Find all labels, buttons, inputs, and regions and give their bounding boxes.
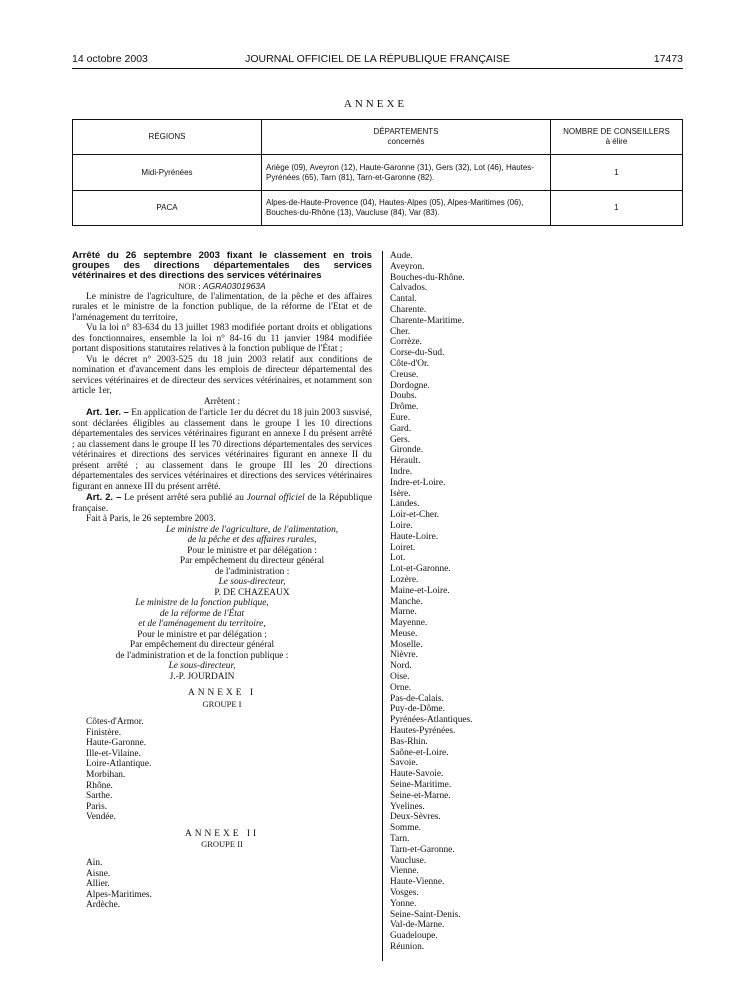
list-item: Indre-et-Loire. bbox=[390, 477, 446, 488]
table-header-row bbox=[73, 120, 683, 155]
list-item: Loire-Atlantique. bbox=[86, 759, 152, 770]
annexe-heading: ANNEXE bbox=[343, 98, 408, 110]
list-item: Indre. bbox=[390, 466, 413, 477]
list-item: Gironde. bbox=[390, 445, 424, 456]
issue-date: 14 octobre 2003 bbox=[72, 53, 148, 65]
groupe-1-heading: GROUPE I bbox=[202, 698, 242, 709]
list-item: Vienne. bbox=[390, 866, 419, 877]
list-item: Drôme. bbox=[390, 402, 419, 413]
list-item: Finistère. bbox=[86, 727, 122, 738]
list-item: Nièvre. bbox=[390, 650, 418, 661]
cell-nombre: 1 bbox=[551, 191, 683, 226]
article-2: Art. 2. – Le présent arrêté sera publié au Journal officiel de la République française. bbox=[72, 491, 372, 514]
list-item: Doubs. bbox=[390, 391, 417, 402]
list-item: Haute-Loire. bbox=[390, 531, 439, 542]
list-item: Bouches-du-Rhône. bbox=[390, 272, 465, 283]
list-item: Côte-d'Or. bbox=[390, 358, 429, 369]
cell-nombre: 1 bbox=[551, 155, 683, 191]
col-header-nombre: NOMBRE DE CONSEILLERS à élire bbox=[551, 120, 683, 155]
visa-paragraph: Vu la loi n° 83-634 du 13 juillet 1983 modifiée portant droits et obligations des fonctionnaires, ensemble la loi n° 84-16 du 11 janvier 1984 modifiée portant dispositions statutaires relatives à la fonction publique de l'État ; bbox=[72, 323, 372, 354]
column-divider bbox=[382, 251, 383, 961]
list-item: Morbihan. bbox=[86, 769, 126, 780]
list-item: Ille-et-Vilaine. bbox=[86, 748, 141, 759]
page-number: 17473 bbox=[653, 53, 683, 65]
list-item: Yonne. bbox=[390, 898, 417, 909]
list-item: Vosges. bbox=[390, 888, 419, 899]
list-item: Val-de-Marne. bbox=[390, 920, 445, 931]
list-item: Allier. bbox=[86, 879, 110, 890]
list-item: Puy-de-Dôme. bbox=[390, 704, 445, 715]
list-item: Calvados. bbox=[390, 283, 428, 294]
list-item: Haute-Savoie. bbox=[390, 769, 444, 780]
fait-line: Fait à Paris, le 26 septembre 2003. bbox=[86, 514, 216, 524]
list-item: Tarn. bbox=[390, 834, 410, 845]
regions-table bbox=[72, 119, 683, 226]
list-item: Orne. bbox=[390, 682, 412, 693]
list-item: Marne. bbox=[390, 607, 417, 618]
list-item: Maine-et-Loire. bbox=[390, 585, 450, 596]
list-item: Sarthe. bbox=[86, 791, 113, 802]
list-item: Côtes-d'Armor. bbox=[86, 717, 144, 727]
list-item: Cantal. bbox=[390, 294, 417, 305]
annexe-2-heading: ANNEXE II bbox=[184, 828, 260, 839]
col-header-departements: DÉPARTEMENTS concernés bbox=[262, 120, 551, 155]
list-item: Seine-Maritime. bbox=[390, 780, 452, 791]
col-header-regions: RÉGIONS bbox=[73, 120, 262, 155]
list-item: Ain. bbox=[86, 857, 103, 868]
list-item: Savoie. bbox=[390, 758, 418, 769]
journal-title: JOURNAL OFFICIEL DE LA RÉPUBLIQUE FRANÇAISE bbox=[245, 53, 510, 65]
list-item: Cher. bbox=[390, 326, 411, 337]
list-item: Aisne. bbox=[86, 868, 111, 879]
header-rule bbox=[72, 68, 683, 69]
list-item: Nord. bbox=[390, 661, 412, 672]
list-item: Tarn-et-Garonne. bbox=[390, 844, 455, 855]
list-item: Meuse. bbox=[390, 628, 418, 639]
list-item: Oise. bbox=[390, 672, 410, 683]
cell-region: PACA bbox=[73, 191, 262, 226]
cell-departements: Ariège (09), Aveyron (12), Haute-Garonne (31), Gers (32), Lot (46), Hautes-Pyrénées (65), Tarn (81), Tarn-et-Garonne (82). bbox=[262, 155, 551, 191]
signatory-name: P. DE CHAZEAUX bbox=[214, 587, 290, 598]
list-item: Paris. bbox=[86, 801, 108, 812]
list-item: Charente. bbox=[390, 304, 427, 315]
signature-block-fonction-publique: Le ministre de la fonction publique, de la réforme de l'État et de l'aménagement du territoire, Pour le ministre et par délégation : Par empêchement du directeur général de l'administration et de la fonction publique : Le sous-directeur, J.-P. JOURDAIN bbox=[72, 598, 372, 682]
list-item: Deux-Sèvres. bbox=[390, 812, 441, 823]
list-item: Gard. bbox=[390, 423, 412, 434]
annexe-1-heading: ANNEXE I bbox=[187, 688, 256, 698]
list-item: Yvelines. bbox=[390, 801, 425, 812]
list-item: Bas-Rhin. bbox=[390, 736, 428, 747]
article-1: Art. 1er. – En application de l'article 1er du décret du 18 juin 2003 susvisé, sont déclarées éligibles au classement dans le groupe I les 10 directions départementales des services vétérinaires figurant en annexe I du présent arrêté ; au classement dans le groupe II les 70 directions départementales des services vétérinaires et directions des services vétérinaires figurant en annexe II du présent arrêté ; au classement dans le groupe III les 20 directions départementales des services vétérinaires et directions des services vétérinaires figurant en annexe III du présent arrêté. bbox=[72, 406, 372, 492]
list-item: Eure. bbox=[390, 412, 411, 423]
list-item: Corrèze. bbox=[390, 337, 423, 348]
list-item: Seine-et-Marne. bbox=[390, 790, 451, 801]
list-item: Réunion. bbox=[390, 942, 425, 952]
list-item: Pyrénées-Atlantiques. bbox=[390, 715, 473, 726]
list-item: Landes. bbox=[390, 499, 420, 510]
list-item: Rhône. bbox=[86, 780, 113, 791]
groupe-2-list bbox=[86, 858, 372, 911]
groupe-2-list-continued bbox=[390, 251, 680, 953]
list-item: Lozère. bbox=[390, 574, 419, 585]
table-row bbox=[73, 155, 683, 191]
list-item: Vendée. bbox=[86, 812, 116, 823]
list-item: Vaucluse. bbox=[390, 855, 427, 866]
list-item: Loire. bbox=[390, 520, 413, 531]
list-item: Hérault. bbox=[390, 456, 421, 467]
list-item: Seine-Saint-Denis. bbox=[390, 909, 461, 920]
groupe-1-list bbox=[86, 717, 372, 823]
cell-departements: Alpes-de-Haute-Provence (04), Hautes-Alpes (05), Alpes-Maritimes (06), Bouches-du-Rhône (13), Vaucluse (84), Var (83). bbox=[262, 191, 551, 226]
list-item: Lot-et-Garonne. bbox=[390, 564, 451, 575]
list-item: Creuse. bbox=[390, 369, 419, 380]
list-item: Alpes-Maritimes. bbox=[86, 889, 152, 900]
list-item: Pas-de-Calais. bbox=[390, 693, 444, 704]
list-item: Aveyron. bbox=[390, 261, 425, 272]
list-item: Haute-Garonne. bbox=[86, 738, 147, 749]
list-item: Dordogne. bbox=[390, 380, 430, 391]
visa-paragraph: Vu le décret n° 2003-525 du 18 juin 2003 relatif aux conditions de nomination et d'avancement dans les emplois de directeur départemental des services vétérinaires et de directeur des services vétérinaires, et notamment son article 1er, bbox=[72, 354, 372, 396]
list-item: Haute-Vienne. bbox=[390, 877, 445, 888]
list-item: Charente-Maritime. bbox=[390, 315, 465, 326]
table-row bbox=[73, 191, 683, 226]
list-item: Moselle. bbox=[390, 639, 423, 650]
list-item: Guadeloupe. bbox=[390, 931, 438, 942]
list-item: Lot. bbox=[390, 553, 406, 564]
signatory-name: J.-P. JOURDAIN bbox=[169, 671, 235, 682]
list-item: Manche. bbox=[390, 596, 423, 607]
list-item: Aude. bbox=[390, 251, 413, 261]
cell-region: Midi-Pyrénées bbox=[73, 155, 262, 191]
left-column bbox=[72, 251, 372, 911]
list-item: Isère. bbox=[390, 488, 411, 499]
list-item: Somme. bbox=[390, 823, 421, 834]
page-header bbox=[72, 53, 683, 67]
list-item: Loiret. bbox=[390, 542, 416, 553]
list-item: Mayenne. bbox=[390, 618, 428, 629]
list-item: Saône-et-Loire. bbox=[390, 747, 449, 758]
preamble-paragraph: Le ministre de l'agriculture, de l'alimentation, de la pêche et des affaires rurales et le ministre de la fonction publique, de la réforme de l'Etat et de l'aménagement du territoire, bbox=[72, 291, 372, 323]
nor-reference: NOR : AGRA0301963A bbox=[178, 281, 266, 291]
list-item: Hautes-Pyrénées. bbox=[390, 726, 456, 737]
arretent-label: Arrêtent : bbox=[203, 396, 241, 407]
groupe-2-heading: GROUPE II bbox=[201, 839, 243, 850]
arrete-title: Arrêté du 26 septembre 2003 fixant le classement en trois groupes des directions départementales des services vétérinaires et des directions des services vétérinaires bbox=[72, 250, 372, 281]
right-column bbox=[390, 251, 680, 953]
list-item: Gers. bbox=[390, 434, 411, 445]
list-item: Ardèche. bbox=[86, 900, 121, 911]
list-item: Loir-et-Cher. bbox=[390, 510, 440, 521]
list-item: Corse-du-Sud. bbox=[390, 348, 445, 359]
signature-block-agriculture: Le ministre de l'agriculture, de l'alimentation, de la pêche et des affaires rurales, Pour le ministre et par délégation : Par empêchement du directeur général de l'administration : Le sous-directeur, P. DE CHAZEAUX bbox=[72, 525, 372, 599]
